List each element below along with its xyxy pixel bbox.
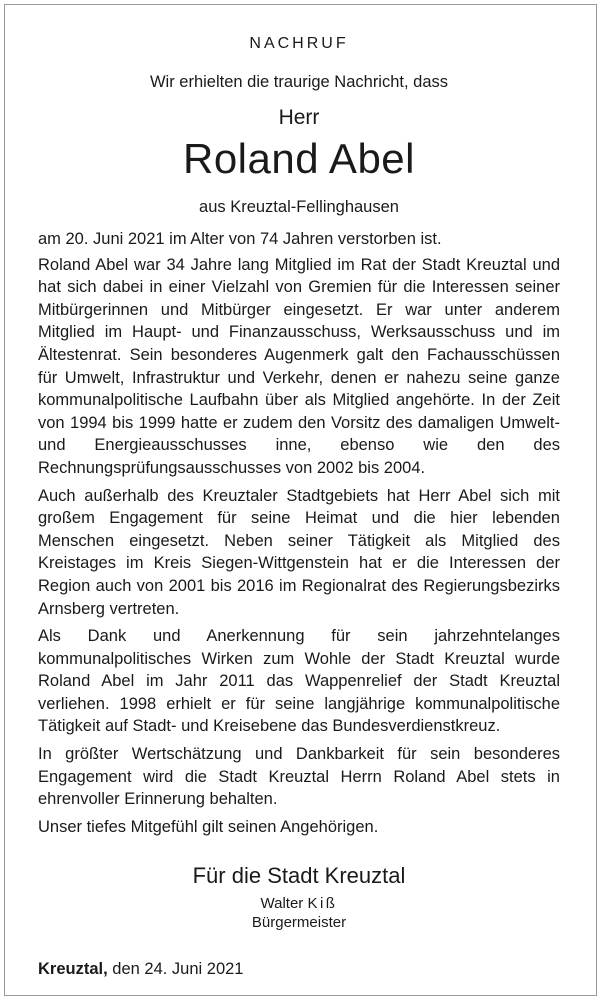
- signer-first-name: Walter: [260, 895, 304, 913]
- signer-name: [38, 894, 560, 913]
- regional-engagement-paragraph: Auch außerhalb des Kreuztaler Stadtgebiets hat Herr Abel sich mit großem Engagement für seine Heimat und die hier lebenden Menschen eingesetzt. Neben seiner Tätigkeit als Mitglied des Kreistages im Kreis Siegen-Wittgenstein hat er die Interessen der Region auch von 2001 bis 2016 im Regionalrat des Regierungsbezirks Arnsberg vertreten.: [38, 486, 560, 618]
- notice-heading: NACHRUF: [249, 35, 349, 52]
- intro-line: Wir erhielten die traurige Nachricht, dass: [149, 73, 449, 91]
- notice-body: [38, 228, 560, 838]
- salutation: Herr: [278, 106, 320, 129]
- dateline: [38, 958, 560, 980]
- dateline-place: Kreuztal,: [38, 960, 108, 979]
- signer-role: Bürgermeister: [251, 914, 347, 932]
- honors-paragraph: Als Dank und Anerkennung für sein jahrzehntelanges kommunalpolitisches Wirken zum Wohle der Stadt Kreuztal wurde Roland Abel im Jahr 2011 das Wappenrelief der Stadt Kreuztal verliehen. 1998 erhielt er für seine langjährige kommunalpolitische Tätigkeit auf Stadt- und Kreisebene das Bundesverdienstkreuz.: [38, 627, 560, 736]
- deceased-name: Roland Abel: [182, 135, 415, 182]
- condolence-paragraph: Unser tiefes Mitgefühl gilt seinen Angehörigen.: [38, 817, 379, 836]
- signing-organization: Für die Stadt Kreuztal: [192, 863, 406, 889]
- obituary-notice: [38, 34, 560, 980]
- council-career-paragraph: Roland Abel war 34 Jahre lang Mitglied im Rat der Stadt Kreuztal und hat sich dabei in einer Vielzahl von Gremien für die Interessen seiner Mitbürgerinnen und Mitbürger eingesetzt. Er war unter anderem Mitglied im Haupt- und Finanzausschuss, Werksausschuss und im Ältestenrat. Sein besonderes Augenmerk galt den Fachausschüssen für Umwelt, Infrastruktur und Verkehr, denen er nahezu seine ganze kommunalpolitische Laufbahn über als Mitglied angehörte. In der Zeit von 1994 bis 1999 hatte er zudem den Vorsitz des damaligen Umwelt- und Energieausschusses inne, ebenso wie den des Rechnungsprüfungsausschusses von 2002 bis 2004.: [38, 255, 560, 477]
- remembrance-paragraph: In größter Wertschätzung und Dankbarkeit für sein besonderes Engagement wird die Stadt Kreuztal Herrn Roland Abel stets in ehrenvoller Erinnerung behalten.: [38, 745, 560, 809]
- dateline-date: den 24. Juni 2021: [112, 960, 244, 979]
- signer-last-name: Kiß: [307, 895, 338, 913]
- deceased-origin: aus Kreuztal-Fellinghausen: [199, 198, 399, 216]
- death-date-paragraph: am 20. Juni 2021 im Alter von 74 Jahren verstorben ist.: [38, 230, 442, 248]
